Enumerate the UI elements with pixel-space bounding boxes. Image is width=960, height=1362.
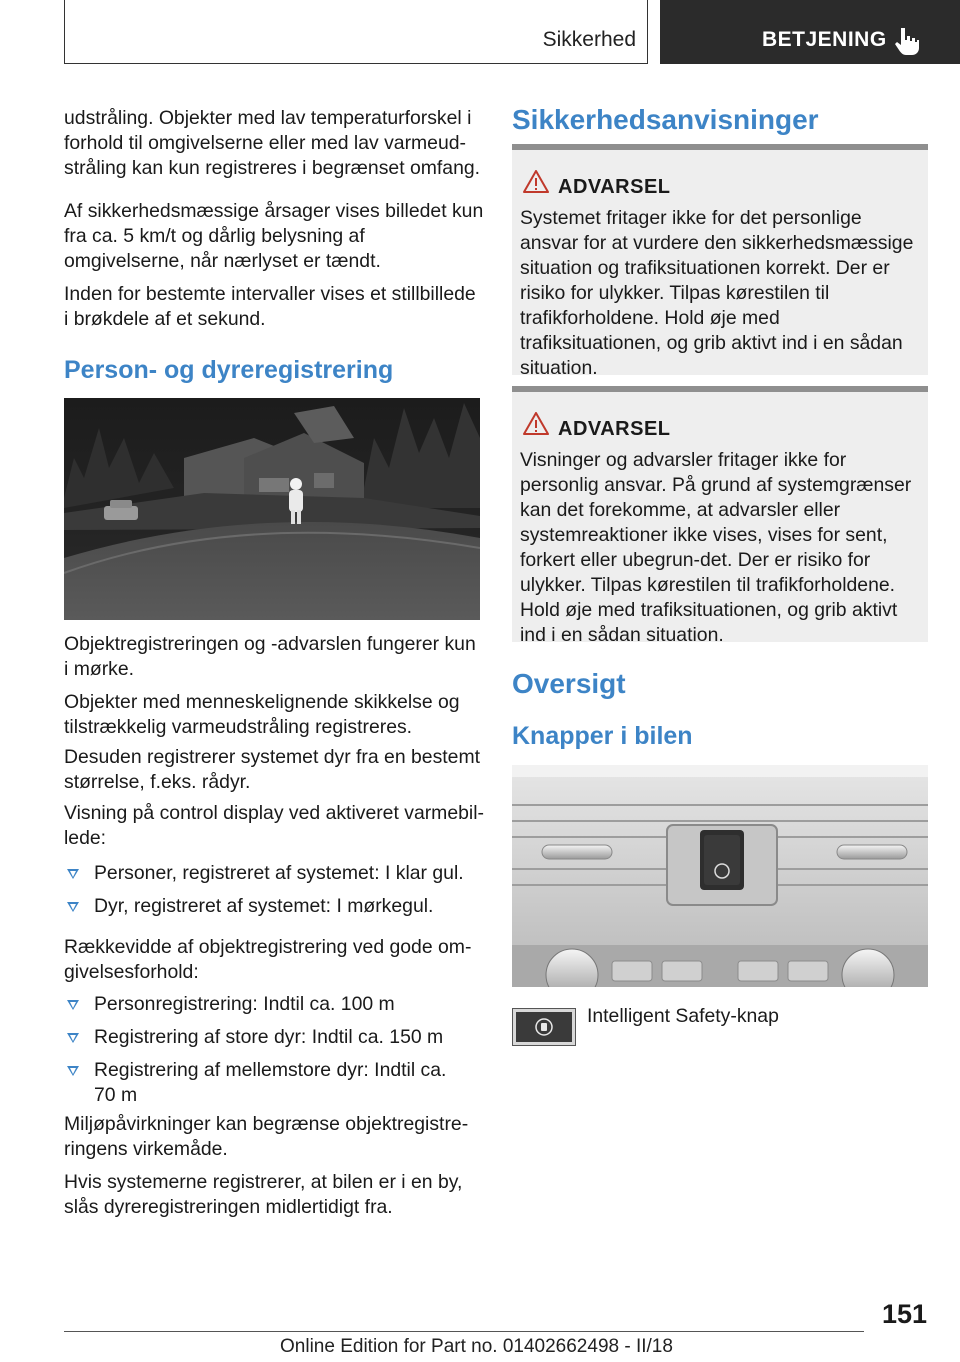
list-item: Registrering af store dyr: Indtil ca. 150 m — [94, 1026, 444, 1048]
warning-title: ADVARSEL — [558, 418, 671, 440]
paragraph: Rækkevidde af objektregistrering ved gode om‐givelsesforhold: — [64, 936, 472, 983]
paragraph: Visning på control display ved aktiveret varmebil‐lede: — [64, 802, 484, 849]
paragraph: Inden for bestemte intervaller vises et stillbillede i brøkdele af et sekund. — [64, 283, 476, 330]
footer-edition: Online Edition for Part no. 01402662498 - II/18 — [280, 1336, 673, 1357]
list-bullet-triangle-icon — [67, 902, 79, 912]
page-number: 151 — [881, 1299, 927, 1329]
paragraph: Desuden registrerer systemet dyr fra en bestemt størrelse, f.eks. rådyr. — [64, 746, 480, 793]
subsection-heading: Knapper i bilen — [512, 722, 693, 750]
paragraph: Hvis systemerne registrerer, at bilen er i en by, slås dyreregistreringen midlertidigt fra. — [64, 1171, 463, 1218]
list-bullet-triangle-icon — [67, 1066, 79, 1076]
button-caption: Intelligent Safety-knap — [587, 1005, 779, 1027]
paragraph: Objektregistreringen og -advarslen fungerer kun i mørke. — [64, 633, 476, 680]
list-bullet-triangle-icon — [67, 1033, 79, 1043]
section-heading: Person- og dyreregistrering — [64, 356, 394, 384]
intelligent-safety-button-icon — [512, 1008, 576, 1046]
paragraph: Objekter med menneskelignende skikkelse og tilstrækkelig varmeudstråling registreres. — [64, 691, 460, 738]
paragraph: Miljøpåvirkninger kan begrænse objektregistre‐ringens virkemåde. — [64, 1113, 469, 1160]
hand-pointer-icon — [893, 26, 921, 56]
warning-box — [512, 144, 928, 379]
header-section-title: Sikkerhed — [542, 28, 636, 51]
warning-title: ADVARSEL — [558, 176, 671, 198]
paragraph: udstråling. Objekter med lav temperaturforskel i forhold til omgivelserne eller med lav varmeud‐stråling kan kun registreres i begrænset omfang. — [64, 107, 481, 179]
warning-text: Systemet fritager ikke for det personlige ansvar for at vurdere den sikkerhedsmæssige situation og trafiksituationen korrekt. Der er risiko for ulykker. Tilpas kørestilen til trafikforholdene. Hold øje med trafiksituationen, og grib aktivt ind i en sådan situation. — [520, 207, 914, 379]
paragraph: Af sikkerhedsmæssige årsager vises billedet kun fra ca. 5 km/t og dårlig belysning af omgivelserne, når nærlyset er tændt. — [64, 200, 484, 272]
warning-triangle-icon — [523, 170, 549, 193]
footer-divider — [64, 1331, 864, 1332]
list-item: Registrering af mellemstore dyr: Indtil ca. 70 m — [94, 1059, 447, 1106]
page-section-title: Sikkerhedsanvisninger — [512, 104, 819, 135]
list-item: Dyr, registreret af systemet: I mørkegul. — [94, 895, 434, 917]
dashboard-button-image — [512, 765, 928, 987]
list-bullet-triangle-icon — [67, 1000, 79, 1010]
list-bullet-triangle-icon — [67, 869, 79, 879]
night-vision-image — [64, 398, 480, 620]
header-chapter-title: BETJENING — [762, 28, 887, 51]
section-heading: Oversigt — [512, 668, 626, 699]
list-item: Personregistrering: Indtil ca. 100 m — [94, 993, 395, 1015]
warning-text: Visninger og advarsler fritager ikke for personlig ansvar. På grund af systemgrænser kan det forekomme, at advarsler eller systemreaktioner ikke vises, vises for sent, forkert eller ubegrun‐det. Der er risiko for ulykker. Tilpas kørestilen til trafikforholdene. Hold øje med trafiksituationen, og grib aktivt ind i en sådan situation. — [520, 449, 912, 646]
warning-box — [512, 386, 928, 646]
warning-triangle-icon — [523, 412, 549, 435]
list-item: Personer, registreret af systemet: I klar gul. — [94, 862, 464, 884]
